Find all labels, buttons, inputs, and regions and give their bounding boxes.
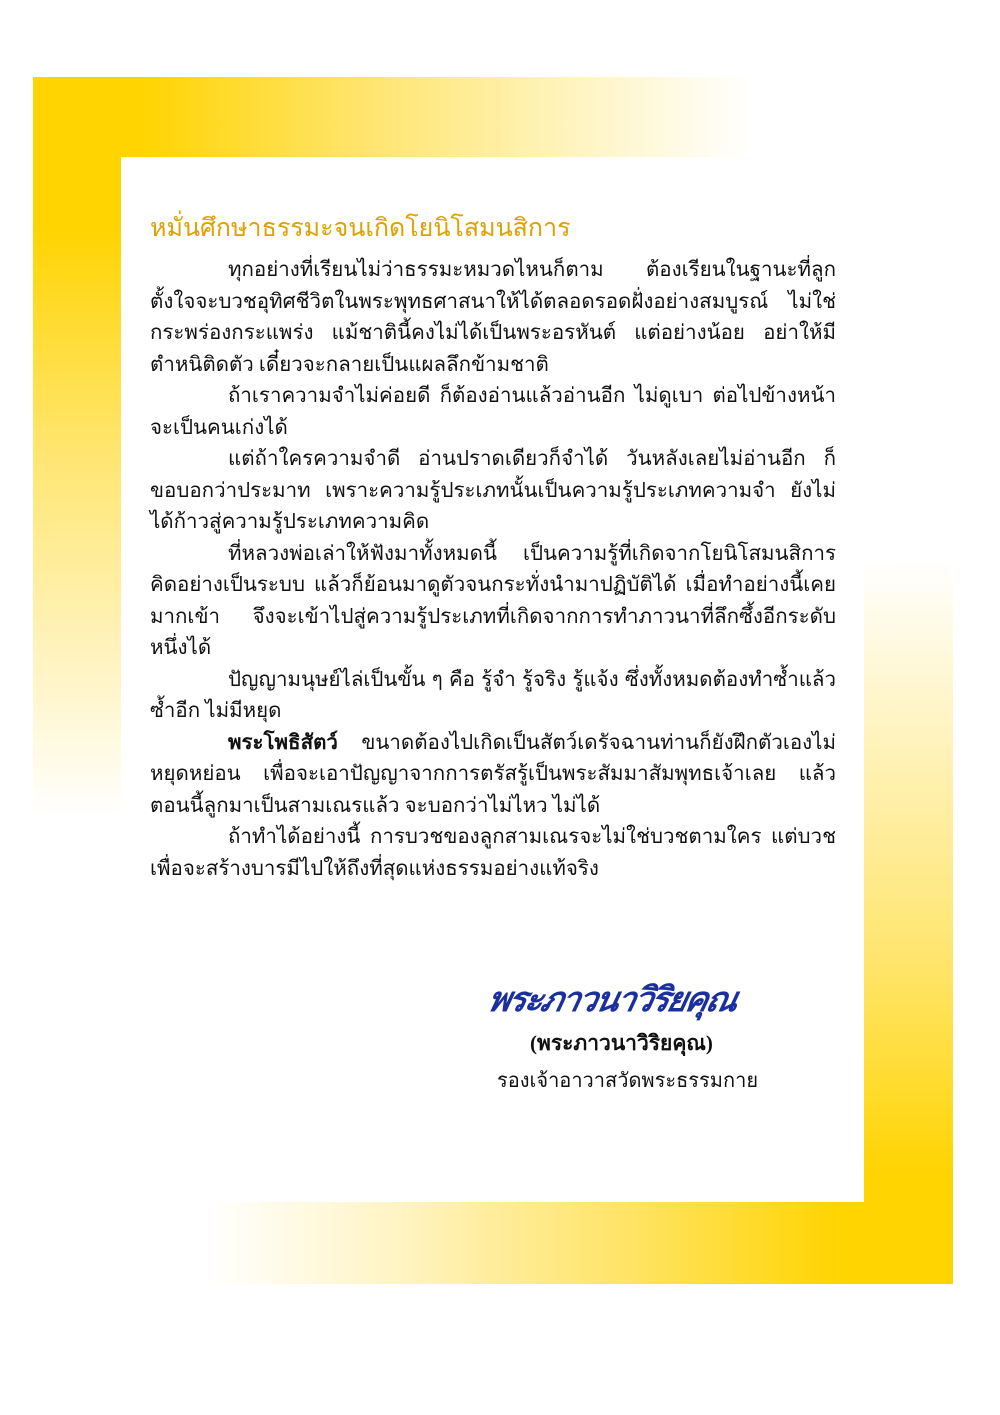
paragraph: ปัญญามนุษย์ไล่เป็นขั้น ๆ คือ รู้จำ รู้จริง รู้แจ้ง ซึ่งทั้งหมดต้องทำซ้ำแล้วซ้ำอีก ไม่มีหยุด bbox=[150, 668, 836, 722]
signatory-name: (พระภาวนาวิริยคุณ) bbox=[530, 1031, 713, 1055]
bodhisattva-bold: พระโพธิสัตว์ bbox=[228, 731, 338, 754]
paragraph: แต่ถ้าใครความจำดี อ่านปราดเดียวก็จำได้ วันหลังเลยไม่อ่านอีก ก็ขอบอกว่าประมาท เพราะความรู้ประเภทนั้นเป็นความรู้ประเภทความจำ ยังไม่ได้ก้าวสู่ความรู้ประเภทความคิด bbox=[150, 448, 836, 533]
signatory-role: รองเจ้าอาวาสวัดพระธรรมกาย bbox=[497, 1070, 759, 1092]
bodhisattva-text: ขนาดต้องไปเกิดเป็นสัตว์เดรัจฉานท่านก็ยังฝึกตัวเองไม่หยุดหย่อน เพื่อจะเอาปัญญาจากการตรัสรู้เป็นพระสัมมาสัมพุทธเจ้าเลย แล้วตอนนี้ลูกมาเป็นสามเณรแล้ว จะบอกว่าไม่ไหว ไม่ได้ bbox=[150, 731, 836, 817]
frame-right-bar bbox=[864, 560, 953, 1284]
frame-left-bar bbox=[33, 77, 121, 817]
page-title: หมั่นศึกษาธรรมะจนเกิดโยนิโสมนสิการ bbox=[150, 213, 571, 242]
paragraph: ถ้าทำได้อย่างนี้ การบวชของลูกสามเณรจะไม่ใช่บวชตามใคร แต่บวชเพื่อจะสร้างบารมีไปให้ถึงที่สุดแห่งธรรมอย่างแท้จริง bbox=[150, 826, 836, 880]
body-text bbox=[150, 255, 836, 885]
handwritten-signature: พระภาวนาวิริยคุณ bbox=[484, 980, 741, 1020]
paragraph: ทุกอย่างที่เรียนไม่ว่าธรรมะหมวดไหนก็ตาม ต้องเรียนในฐานะที่ลูกตั้งใจจะบวชอุทิศชีวิตในพระพุทธศาสนาให้ได้ตลอดรอดฝั่งอย่างสมบูรณ์ ไม่ใช่กระพร่องกระแพร่ง แม้ชาตินี้คงไม่ได้เป็นพระอรหันต์ แต่อย่างน้อย อย่าให้มีตำหนิติดตัว เดี๋ยวจะกลายเป็นแผลลึกข้ามชาติ bbox=[150, 259, 836, 376]
paragraph: ถ้าเราความจำไม่ค่อยดี ก็ต้องอ่านแล้วอ่านอีก ไม่ดูเบา ต่อไปข้างหน้าจะเป็นคนเก่งได้ bbox=[150, 385, 836, 439]
paragraph: ที่หลวงพ่อเล่าให้ฟังมาทั้งหมดนี้ เป็นความรู้ที่เกิดจากโยนิโสมนสิการ คิดอย่างเป็นระบบ แล้วก็ย้อนมาดูตัวจนกระทั่งนำมาปฏิบัติได้ เมื่อทำอย่างนี้เคยมากเข้า จึงจะเข้าไปสู่ความรู้ประเภทที่เกิดจากการทำภาวนาที่ลึกซึ้งอีกระดับหนึ่งได้ bbox=[150, 542, 836, 659]
paragraph bbox=[150, 728, 836, 823]
frame-top-bar bbox=[33, 77, 753, 157]
frame-bottom-bar bbox=[210, 1202, 953, 1284]
